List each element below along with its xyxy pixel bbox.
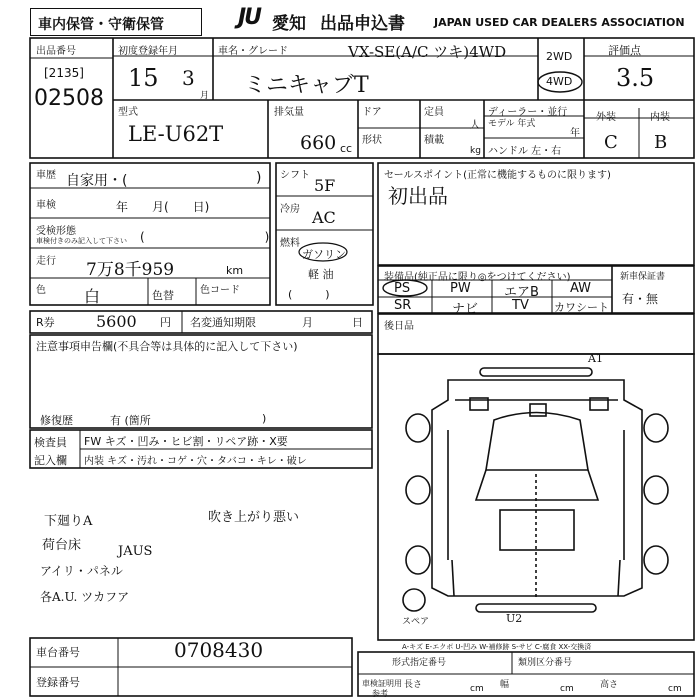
fuel-gas: ガソリン	[302, 248, 346, 261]
yen-unit: 円	[160, 316, 171, 329]
model-label: 型式	[118, 107, 138, 118]
dealer-label: ディーラー・並行	[488, 107, 568, 118]
diagram-a1: A1	[588, 352, 603, 365]
exterior-value: C	[604, 132, 618, 153]
inspection-label: 車検	[36, 200, 56, 211]
kg-unit: kg	[470, 146, 481, 156]
equipment-leather: カワシート	[554, 301, 609, 314]
ac-value: AC	[312, 208, 336, 227]
displacement-value: 660	[300, 132, 337, 154]
chassis-value: 0708430	[174, 638, 264, 662]
rating-value: 3.5	[616, 64, 655, 92]
mileage-label: 走行	[36, 256, 56, 267]
height-cm: cm	[668, 684, 682, 694]
inspection-value: 年 月( 日)	[116, 200, 210, 214]
length-label: 長さ	[404, 680, 423, 690]
lot-code: [2135]	[44, 66, 84, 80]
equipment-sr: SR	[394, 298, 412, 313]
equipment-tv: TV	[512, 298, 529, 313]
spare-label: スペア	[402, 617, 430, 627]
name-grade-label: 車名・グレード	[218, 46, 288, 57]
mileage-value: 7万8千959	[86, 260, 175, 280]
color-value: 白	[84, 287, 101, 306]
capacity-label: 定員	[424, 107, 444, 118]
inspector-fw-line: FW キズ・凹み・ヒビ割・リペア跡・X要	[84, 435, 288, 448]
equipment-ps: PS	[394, 281, 411, 296]
repair-close: )	[262, 412, 267, 425]
drive-4wd: 4WD	[546, 75, 573, 88]
shape-label: 形状	[362, 135, 382, 146]
inspector-interior-line: 内装 キズ・汚れ・コゲ・穴・タバコ・キレ・破レ	[84, 456, 307, 467]
new-car-value: 有・無	[622, 292, 659, 306]
aichi-title: 愛知	[272, 14, 306, 34]
equipment-pw: PW	[450, 281, 471, 296]
note-line-2b: JAUS	[118, 544, 153, 559]
chassis-label: 車台番号	[36, 646, 80, 659]
diagram-legend: A-キズ E-エクボ U-凹み W-補修跡 S-サビ C-腐食 XX-交換済	[402, 643, 592, 651]
first-reg-year: 15	[128, 64, 159, 92]
recycle-label: R券	[36, 316, 55, 329]
ju-logo: JU	[238, 5, 261, 30]
note-line-3: アイリ・パネル	[40, 564, 123, 578]
receive-label: 受検形態	[36, 226, 76, 237]
cc-unit: cc	[340, 142, 353, 155]
tax-label: 名変通知期限	[190, 316, 256, 329]
history-close: )	[256, 170, 262, 186]
history-label: 車歴	[36, 170, 56, 181]
length-cm: cm	[470, 684, 484, 694]
note-line-1: 下廻りA	[44, 514, 93, 529]
repair-value: 有 (箇所	[110, 414, 151, 427]
equipment-aw: AW	[570, 281, 592, 296]
fuel-diesel: 軽 油	[308, 268, 334, 281]
receive-paren: ( )	[140, 230, 270, 244]
notes-label: 注意事項申告欄(不具合等は具体的に記入して下さい)	[36, 340, 298, 353]
note-right: 吹き上がり悪い	[208, 510, 300, 525]
receive-note: 車検付きのみ記入して下さい	[36, 237, 127, 245]
rating-label: 評価点	[608, 44, 641, 57]
accessories-label: 後日品	[384, 321, 414, 332]
inspector-label: 検査員	[34, 436, 67, 449]
handle-label: ハンドル 左・右	[488, 146, 562, 157]
car-diagram	[403, 368, 668, 612]
cert-label: 車検証明用	[362, 679, 402, 688]
first-reg-label: 初度登録年月	[118, 46, 178, 57]
association-name: JAPAN USED CAR DEALERS ASSOCIATION	[434, 16, 685, 29]
equipment-label: 装備品(純正品に限り◎をつけてください)	[384, 272, 571, 283]
year-unit: 年	[570, 128, 580, 139]
exterior-label: 外装	[596, 112, 616, 123]
color-code-label: 色コード	[200, 285, 240, 296]
load-label: 積載	[424, 135, 444, 146]
fuel-label: 燃料	[280, 238, 300, 249]
diagram-u2: U2	[506, 612, 523, 625]
repair-label: 修復歴	[40, 414, 73, 427]
tax-month-unit: 月	[302, 316, 313, 329]
first-reg-month: 3	[182, 66, 195, 90]
form-number-label: 形式指定番号	[392, 658, 447, 668]
equipment-navi: ナビ	[452, 302, 479, 317]
form-title: 出品申込書	[320, 14, 405, 34]
color-label: 色	[36, 285, 46, 296]
km-unit: km	[226, 264, 244, 277]
fuel-paren: ( )	[288, 288, 330, 301]
person-unit: 人	[470, 120, 480, 131]
height-label: 高さ	[600, 680, 619, 690]
note-line-4: 各A.U. ツカフア	[40, 590, 130, 604]
grade-handwritten: VX-SE(A/C ツキ)4WD	[348, 43, 507, 61]
storage-label: 車内保管・守衛保管	[38, 17, 164, 33]
inspector-entry-label: 記入欄	[34, 454, 67, 467]
sales-point-value: 初出品	[388, 184, 448, 208]
door-label: ドア	[362, 107, 382, 118]
sales-point-label: セールスポイント(正常に機能するものに限ります)	[384, 170, 611, 181]
width-cm: cm	[560, 684, 574, 694]
lot-number: 02508	[34, 86, 104, 111]
model-year-label: モデル 年式	[488, 119, 536, 129]
category-label: 類別区分番号	[518, 658, 573, 668]
lot-no-label: 出品番号	[36, 46, 76, 57]
color-change-label: 色替	[152, 289, 174, 302]
ac-label: 冷房	[280, 204, 300, 215]
drive-2wd: 2WD	[546, 50, 573, 63]
new-car-label: 新車保証書	[620, 272, 666, 282]
model-value: LE-U62T	[128, 122, 224, 146]
interior-label: 内装	[650, 112, 670, 123]
note-line-2: 荷台床	[42, 538, 82, 553]
shift-value: 5F	[314, 176, 336, 195]
equipment-airbag: エアB	[504, 285, 539, 300]
displacement-label: 排気量	[274, 107, 304, 118]
interior-value: B	[654, 132, 668, 153]
width-label: 幅	[500, 680, 510, 690]
car-name-handwritten: ミニキャブT	[244, 73, 369, 98]
reference-label: 参考	[372, 689, 388, 698]
history-value: 自家用・(	[66, 173, 128, 189]
reg-no-label: 登録番号	[36, 676, 80, 689]
month-unit: 月	[200, 91, 210, 101]
shift-label: シフト	[280, 170, 310, 181]
tax-day-unit: 日	[352, 316, 363, 329]
recycle-value: 5600	[96, 312, 137, 331]
